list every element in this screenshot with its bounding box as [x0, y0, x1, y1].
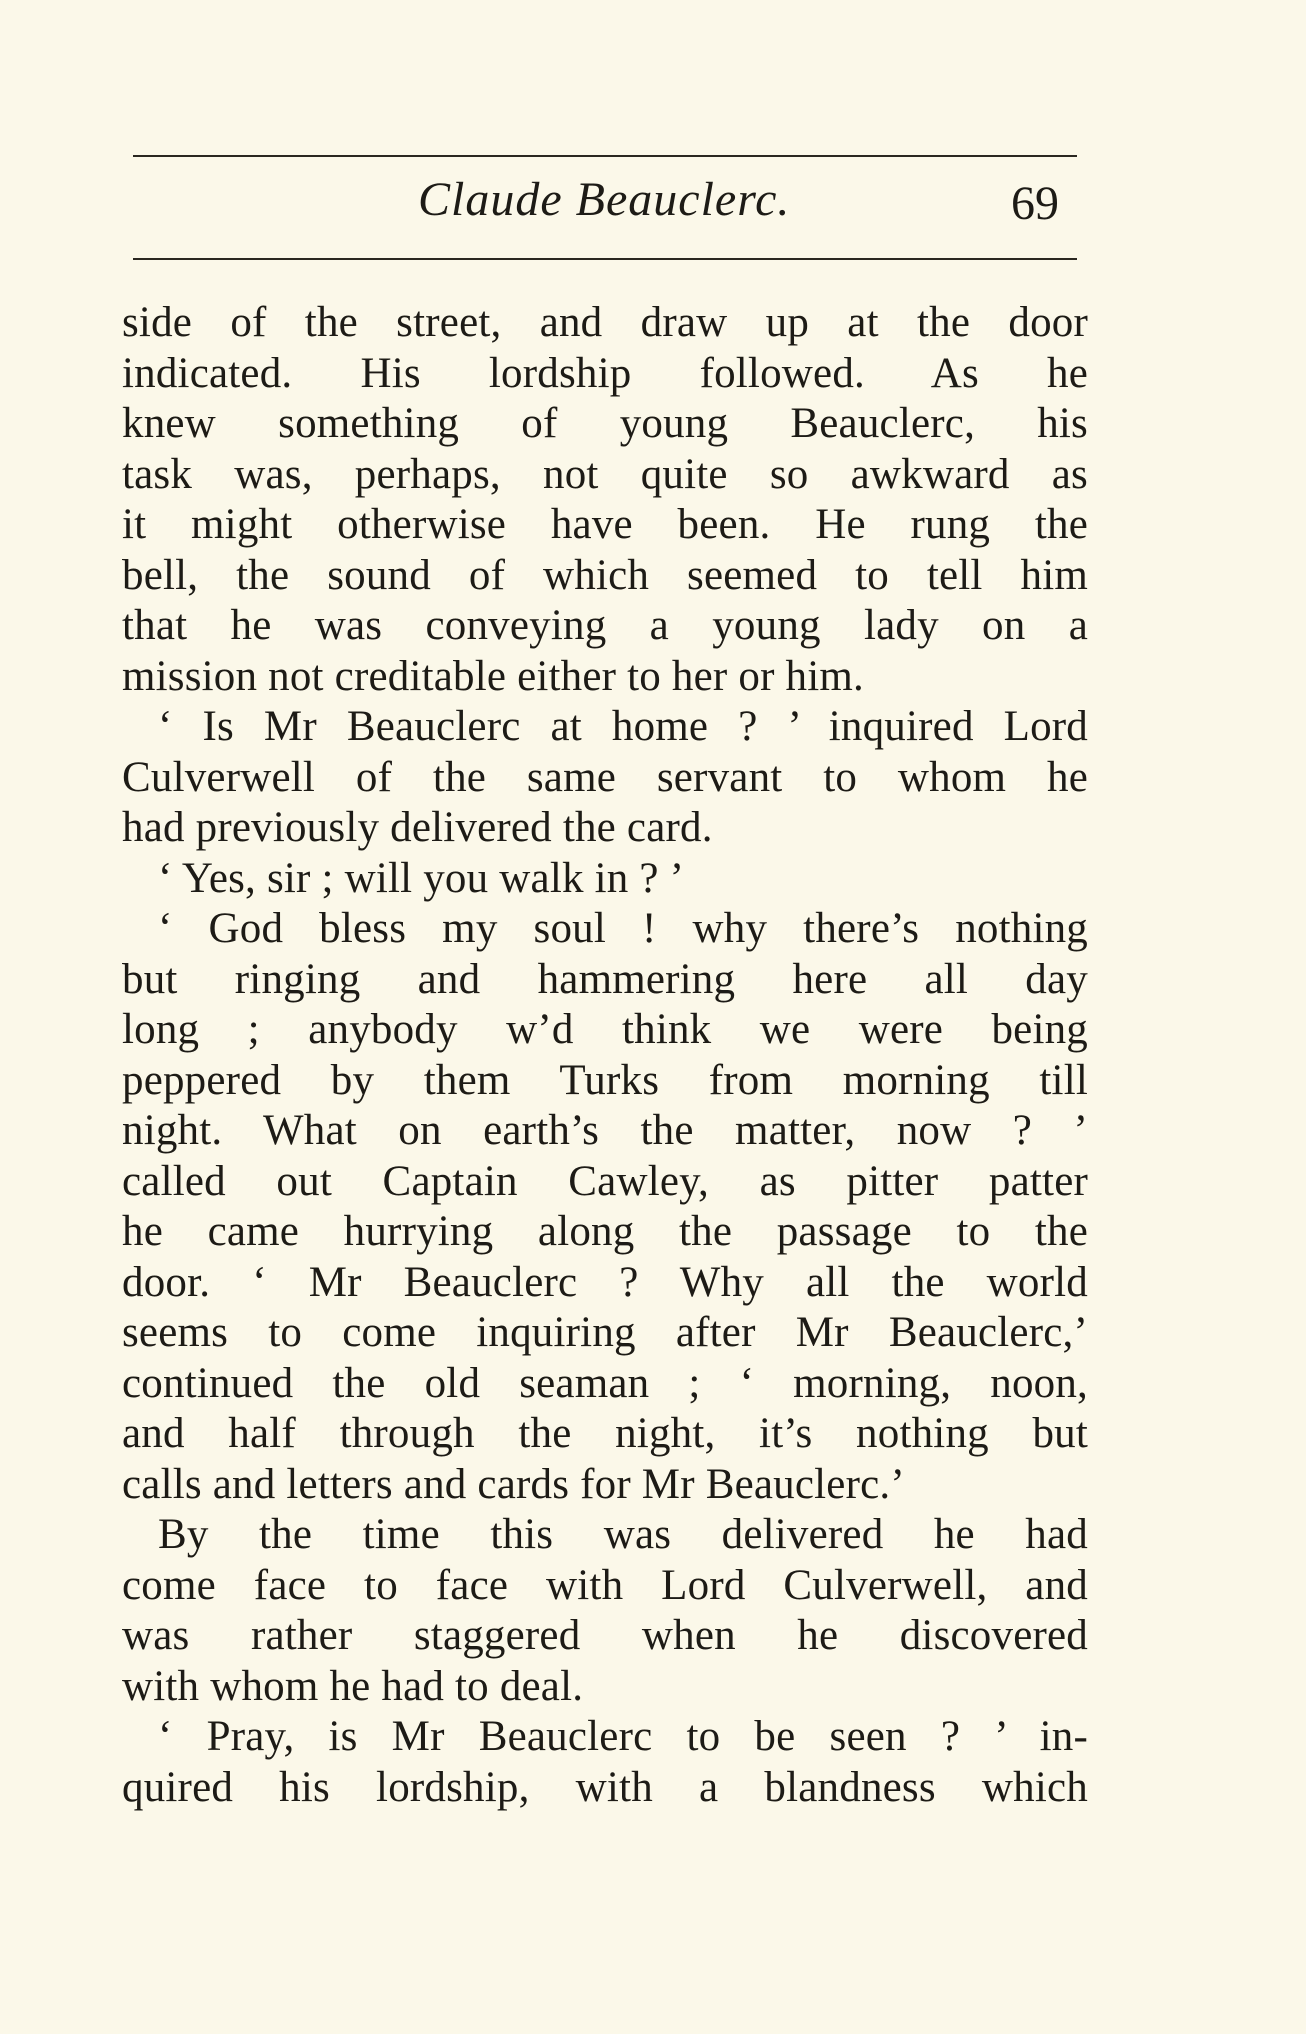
text-line: knew something of young Beauclerc, his: [122, 400, 1088, 447]
text-line: ‘ Pray, is Mr Beauclerc to be seen ? ’ in-: [158, 1713, 1088, 1760]
text-line: By the time this was delivered he had: [158, 1511, 1088, 1558]
text-line: long ; anybody w’d think we were being: [122, 1006, 1088, 1053]
text-line: continued the old seaman ; ‘ morning, noon,: [122, 1359, 1088, 1407]
text-line: mission not creditable either to her or him.: [122, 652, 865, 700]
text-line: side of the street, and draw up at the door: [122, 299, 1088, 346]
text-line: indicated. His lordship followed. As he: [122, 349, 1088, 397]
text-line: but ringing and hammering here all day: [122, 955, 1088, 1003]
text-line: quired his lordship, with a blandness which: [122, 1763, 1088, 1811]
text-line: door. ‘ Mr Beauclerc ? Why all the world: [122, 1258, 1088, 1306]
text-line: night. What on earth’s the matter, now ? ’: [122, 1107, 1088, 1154]
text-line: seems to come inquiring after Mr Beauclerc,’: [122, 1309, 1088, 1356]
text-line: ‘ God bless my soul ! why there’s nothing: [158, 905, 1088, 952]
text-line: peppered by them Turks from morning till: [122, 1056, 1088, 1104]
running-head: [133, 168, 1077, 246]
text-line: that he was conveying a young lady on a: [122, 602, 1088, 649]
text-line: ‘ Yes, sir ; will you walk in ? ’: [158, 854, 685, 902]
text-line: was rather staggered when he discovered: [122, 1612, 1088, 1659]
body-text: [122, 298, 1088, 1813]
text-line: and half through the night, it’s nothing but: [122, 1410, 1088, 1457]
running-title: Claude Beauclerc.: [418, 173, 791, 226]
text-line: called out Captain Cawley, as pitter patter: [122, 1157, 1088, 1205]
text-line: ‘ Is Mr Beauclerc at home ? ’ inquired Lord: [158, 703, 1088, 750]
text-line: task was, perhaps, not quite so awkward as: [122, 450, 1088, 498]
text-line: calls and letters and cards for Mr Beauclerc.’: [122, 1460, 905, 1508]
text-line: come face to face with Lord Culverwell, and: [122, 1561, 1088, 1609]
header-top-rule: [133, 155, 1077, 157]
header-bottom-rule: [133, 258, 1077, 260]
text-line: he came hurrying along the passage to the: [122, 1208, 1088, 1255]
page-number: 69: [1011, 177, 1059, 230]
text-line: Culverwell of the same servant to whom he: [122, 753, 1088, 801]
text-line: it might otherwise have been. He rung the: [122, 501, 1088, 548]
text-line: had previously delivered the card.: [122, 804, 713, 851]
text-line: bell, the sound of which seemed to tell him: [122, 551, 1088, 599]
text-line: with whom he had to deal.: [122, 1662, 584, 1710]
